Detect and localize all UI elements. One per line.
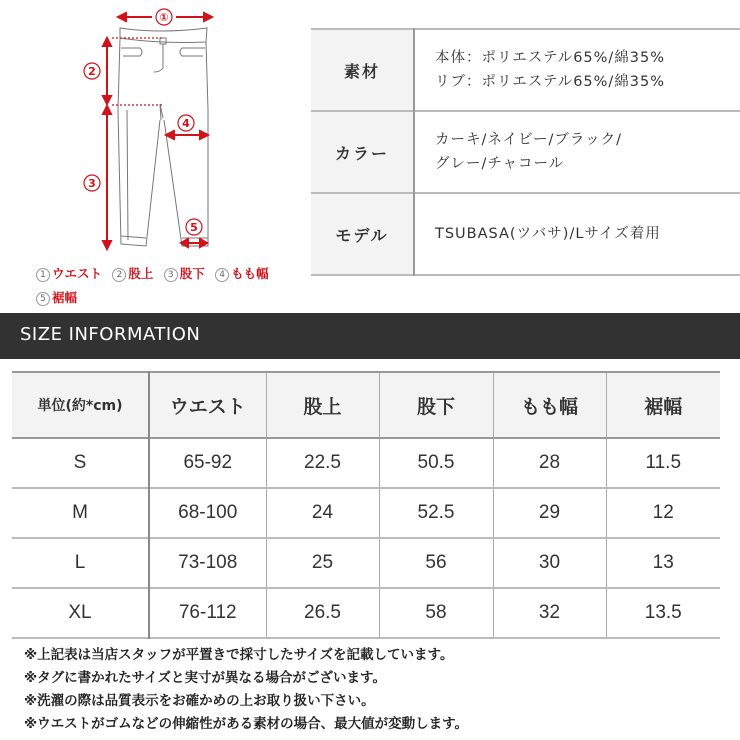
number-5-icon: 5	[36, 292, 50, 306]
legend-label: ウエスト	[52, 266, 103, 281]
cell-inseam: 50.5	[379, 438, 493, 488]
spec-row-material	[311, 29, 740, 111]
pants-illustration-icon	[0, 0, 300, 262]
size-label: L	[12, 538, 149, 588]
note-line: ※上記表は当店スタッフが平置きで採寸したサイズを記載しています。	[24, 647, 454, 663]
svg-text:3: 3	[88, 177, 96, 190]
legend-item-rise	[112, 262, 153, 286]
svg-text:①: ①	[159, 11, 169, 24]
pants-measurement-diagram	[0, 0, 300, 310]
size-label: XL	[12, 588, 149, 638]
size-label: M	[12, 488, 149, 538]
size-table-header	[12, 372, 720, 438]
cell-rise: 22.5	[266, 438, 379, 488]
cell-thigh: 30	[493, 538, 606, 588]
measurement-legend	[36, 262, 296, 310]
cell-waist: 73-108	[149, 538, 266, 588]
cell-hem: 11.5	[645, 452, 682, 473]
number-2-icon: 2	[112, 268, 126, 282]
cell-inseam: 56	[379, 538, 493, 588]
legend-item-hem	[36, 286, 77, 310]
table-row-l	[12, 538, 720, 588]
spec-label: カラー	[311, 111, 414, 193]
banner-title: SIZE INFORMATION	[20, 324, 201, 345]
svg-text:5: 5	[190, 221, 198, 234]
cell-inseam: 52.5	[379, 488, 493, 538]
spec-label: モデル	[311, 193, 414, 275]
spec-line: 本体：ポリエステル65%/綿35%	[435, 50, 666, 66]
spec-line: グレー/チャコール	[435, 156, 565, 172]
legend-item-waist	[36, 262, 102, 286]
cell-waist: 65-92	[149, 438, 266, 488]
legend-label: 股上	[128, 266, 154, 281]
spec-row-color	[311, 111, 740, 193]
size-label: S	[12, 438, 149, 488]
header-thigh: もも幅	[493, 372, 606, 438]
cell-hem: 13.5	[644, 602, 682, 623]
legend-item-inseam	[164, 262, 205, 286]
cell-thigh: 29	[493, 488, 606, 538]
table-row-m	[12, 488, 720, 538]
cell-waist: 76-112	[149, 588, 266, 638]
spec-label: 素材	[311, 29, 414, 111]
note-line: ※洗濯の際は品質表示をお確かめの上お取り扱い下さい。	[24, 693, 375, 709]
header-hem: 裾幅	[644, 395, 683, 418]
size-table	[12, 371, 720, 639]
svg-text:2: 2	[88, 65, 96, 78]
legend-label: 股下	[179, 266, 205, 281]
spec-line: TSUBASA(ツバサ)/Lサイズ着用	[435, 226, 661, 242]
product-spec-table	[311, 28, 740, 276]
legend-label: 裾幅	[52, 290, 78, 305]
note-line: ※タグに書かれたサイズと実寸が異なる場合がございます。	[24, 670, 386, 686]
cell-rise: 26.5	[266, 588, 379, 638]
cell-waist: 68-100	[149, 488, 266, 538]
spec-value	[414, 193, 740, 275]
spec-value	[414, 29, 740, 111]
header-rise: 股上	[266, 372, 379, 438]
cell-hem: 13	[652, 552, 674, 573]
cell-rise: 24	[266, 488, 379, 538]
header-inseam: 股下	[379, 372, 493, 438]
spec-line: カーキ/ネイビー/ブラック/	[435, 132, 622, 148]
legend-item-thigh	[215, 262, 269, 286]
cell-thigh: 32	[493, 588, 606, 638]
cell-thigh: 28	[493, 438, 606, 488]
cell-rise: 25	[266, 538, 379, 588]
cell-hem: 12	[652, 502, 674, 523]
header-unit: 単位(約*cm)	[12, 372, 149, 438]
number-4-icon: 4	[215, 268, 229, 282]
svg-text:4: 4	[182, 117, 190, 130]
spec-row-model	[311, 193, 740, 275]
table-row-xl	[12, 588, 720, 638]
size-information-banner	[0, 313, 740, 359]
number-3-icon: 3	[164, 268, 178, 282]
table-row-s	[12, 438, 720, 488]
legend-label: もも幅	[231, 266, 269, 281]
spec-line: リブ：ポリエステル65%/綿35%	[435, 74, 666, 90]
header-waist: ウエスト	[149, 372, 266, 438]
spec-value	[414, 111, 740, 193]
cell-inseam: 58	[379, 588, 493, 638]
notes-section	[24, 644, 468, 736]
note-line: ※ウエストがゴムなどの伸縮性がある素材の場合、最大値が変動します。	[24, 716, 469, 732]
number-1-icon: 1	[36, 268, 50, 282]
